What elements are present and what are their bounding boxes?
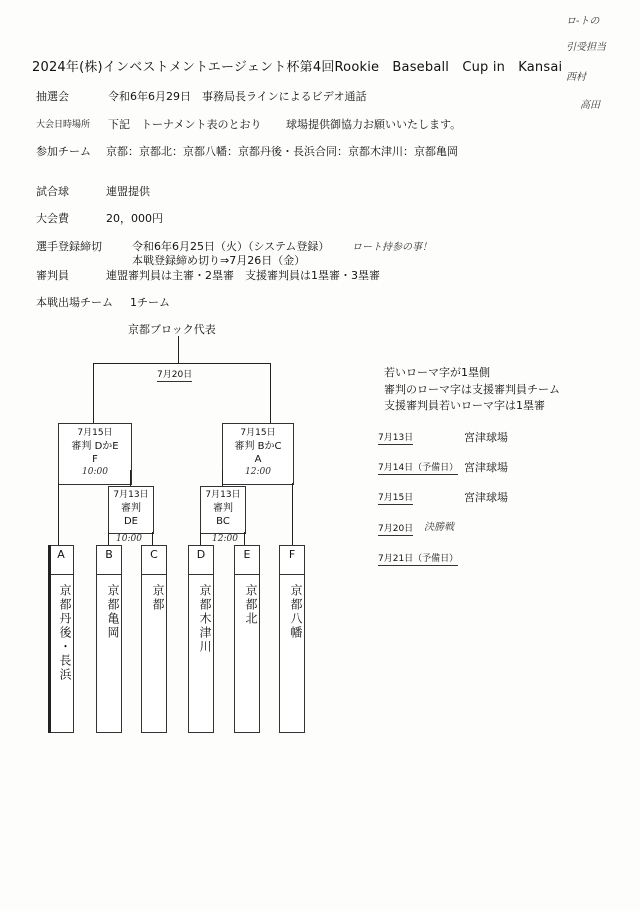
ball-label: 試合球 [36, 185, 69, 198]
bracket-line [93, 363, 94, 423]
team-divider [280, 574, 304, 575]
final-date: 7月20日 [157, 367, 192, 382]
bracket-winner-label: 京都ブロック代表 [128, 323, 216, 336]
bracket-line [200, 532, 201, 545]
team-name: 京都丹後・長浜 [58, 584, 72, 682]
right-quarterfinal-box [200, 486, 246, 534]
right-q-time: 12:00 [212, 534, 238, 544]
team-letter: C [150, 548, 158, 561]
venue-label: 大会日時場所 [36, 120, 91, 130]
team-letter: B [105, 548, 113, 561]
bracket-line [108, 532, 109, 545]
team-divider [142, 574, 166, 575]
right-q-date: 7月13日 [205, 490, 241, 500]
left-semi-time: 10:00 [82, 467, 108, 477]
right-semi-date: 7月15日 [240, 428, 276, 438]
schedule-date-1: 7月13日 [378, 430, 413, 445]
handwritten-note-2: 引受担当 [566, 42, 606, 53]
bracket-line [244, 532, 245, 545]
left-q-umpire: 審判 [121, 503, 141, 514]
schedule-date-4: 7月20日 [378, 521, 413, 536]
team-column-e [234, 545, 260, 733]
registration-value-2: 本戦登録締め切り⇒7月26日（金） [132, 254, 306, 267]
left-q-date: 7月13日 [113, 490, 149, 500]
team-divider [189, 574, 213, 575]
umpires-label: 審判員 [36, 269, 69, 282]
team-column-a [48, 545, 74, 733]
bracket-line [130, 470, 131, 486]
right-q-umpire: 審判 [213, 503, 233, 514]
team-name: 京都北 [244, 584, 258, 626]
venue-value: 下記 トーナメント表のとおり [108, 118, 262, 131]
fee-label: 大会費 [36, 212, 69, 225]
left-semi-date: 7月15日 [77, 428, 113, 438]
ball-value: 連盟提供 [106, 185, 150, 198]
schedule-place-2: 宮津球場 [464, 461, 508, 474]
schedule-place-1: 宮津球場 [464, 431, 508, 444]
schedule-handwritten-final: 決勝戦 [424, 522, 454, 533]
schedule-place-3: 宮津球場 [464, 491, 508, 504]
bracket-line [152, 532, 153, 545]
bracket-line [270, 363, 271, 423]
venue-note: 球場提供御協力お願いいたします。 [286, 118, 462, 131]
bracket-line [93, 363, 270, 364]
legend-line-3: 支援審判員若いローマ字は1塁審 [384, 399, 545, 412]
left-semi-umpire: 審判 DかE [71, 441, 119, 452]
right-semi-time: 12:00 [245, 467, 271, 477]
schedule-date-3: 7月15日 [378, 490, 413, 505]
team-name: 京都木津川 [198, 584, 212, 654]
team-letter: D [196, 548, 206, 561]
schedule-date-2: 7月14日（予備日） [378, 460, 458, 475]
bracket-line [48, 545, 51, 733]
legend-line-2: 審判のローマ字は支援審判員チーム [384, 383, 560, 396]
team-letter: E [243, 548, 251, 561]
handwritten-note-4: 高田 [580, 100, 600, 111]
right-semi-team: A [254, 454, 262, 465]
schedule-date-5: 7月21日（予備日） [378, 551, 458, 566]
handwritten-note-3: 西村 [566, 72, 586, 83]
main-teams-label: 本戦出場チーム [36, 296, 113, 309]
handwritten-note-1: ロ-トの [566, 16, 600, 27]
team-letter: F [288, 548, 296, 561]
left-semifinal-box [58, 423, 132, 485]
team-column-c [141, 545, 167, 733]
bracket-line [58, 483, 59, 545]
team-column-f [279, 545, 305, 733]
team-column-d [188, 545, 214, 733]
team-letter: A [57, 548, 65, 561]
team-name: 京都亀岡 [106, 584, 120, 640]
left-q-team: DE [123, 516, 139, 527]
lottery-label: 抽選会 [36, 90, 69, 103]
team-column-b [96, 545, 122, 733]
bracket-line [222, 470, 223, 486]
right-semifinal-box [222, 423, 294, 485]
umpires-value: 連盟審判員は主審・2塁審 支援審判員は1塁審・3塁審 [106, 269, 380, 282]
team-divider [235, 574, 259, 575]
right-q-team: BC [216, 516, 230, 527]
legend-line-1: 若いローマ字が1塁側 [384, 366, 490, 379]
team-name: 京都八幡 [289, 584, 303, 640]
lottery-value: 令和6年6月29日 事務局長ラインによるビデオ通話 [108, 90, 367, 103]
left-semi-team: F [92, 454, 98, 465]
team-name: 京都 [151, 584, 165, 612]
document-title: 2024年(株)インベストメントエージェント杯第4回Rookie Baseball Cup in Kansai [32, 60, 563, 75]
main-teams-value: 1チーム [130, 296, 170, 309]
registration-label: 選手登録締切 [36, 240, 102, 253]
registration-value: 令和6年6月25日（火）（システム登録） [132, 240, 330, 253]
left-quarterfinal-box [108, 486, 154, 534]
registration-handwritten-note: ロート持参の事！ [352, 242, 432, 253]
team-divider [49, 574, 73, 575]
teams-value: 京都：京都北：京都八幡：京都丹後・長浜合同：京都木津川：京都亀岡 [106, 145, 458, 158]
teams-label: 参加チーム [36, 145, 91, 158]
bracket-line [178, 336, 179, 363]
fee-value: 20，000円 [106, 212, 163, 225]
bracket-line [292, 483, 293, 545]
team-divider [97, 574, 121, 575]
right-semi-umpire: 審判 BかC [234, 441, 282, 452]
left-q-time: 10:00 [116, 534, 142, 544]
